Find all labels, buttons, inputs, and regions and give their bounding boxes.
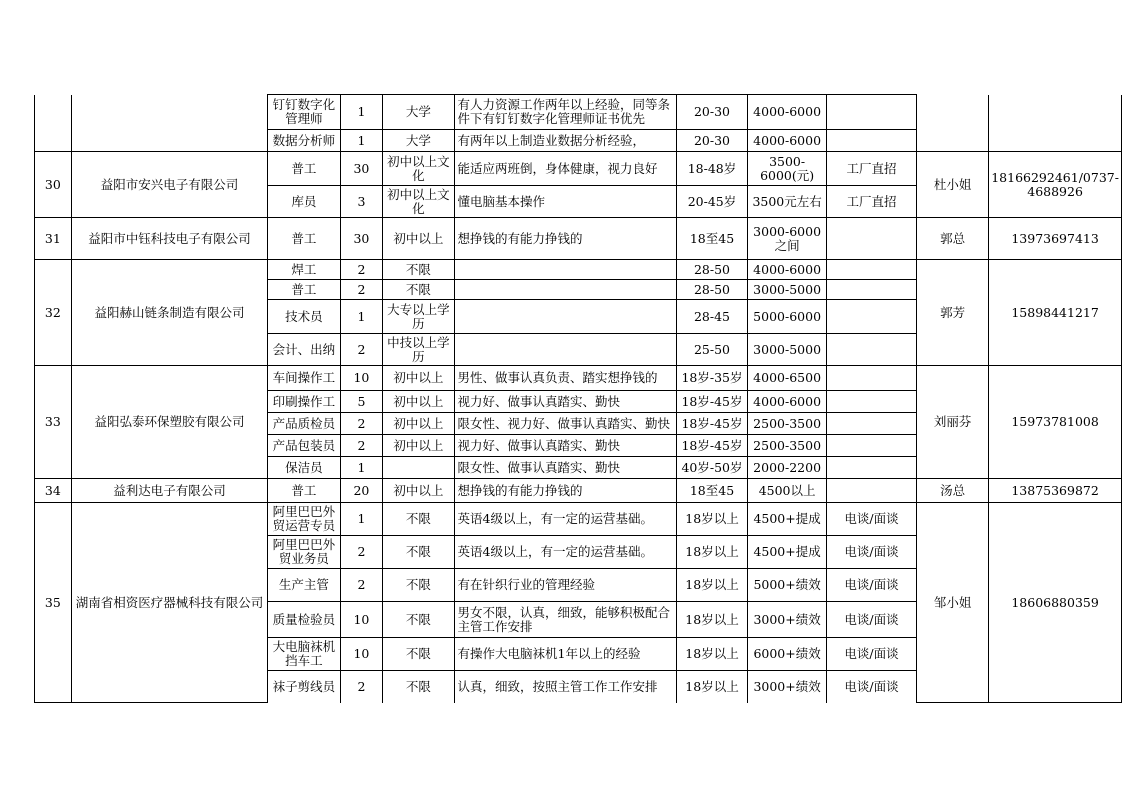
table-row (35, 218, 1122, 260)
education: 初中以上文化 (383, 152, 454, 186)
position: 数据分析师 (268, 130, 340, 152)
entry-number: 31 (35, 218, 72, 260)
headcount: 2 (340, 671, 383, 703)
position: 钉钉数字化管理师 (268, 95, 340, 130)
contact-person: 汤总 (916, 479, 988, 503)
position: 质量检验员 (268, 602, 340, 638)
age-range: 18岁以上 (676, 602, 748, 638)
position: 技术员 (268, 300, 340, 334)
note (826, 260, 916, 280)
education: 大学 (383, 130, 454, 152)
salary: 3000+绩效 (748, 671, 827, 703)
position: 印刷操作工 (268, 391, 340, 413)
education: 不限 (383, 671, 454, 703)
requirements: 有在针织行业的管理经验 (454, 569, 676, 602)
position: 阿里巴巴外贸运营专员 (268, 503, 340, 536)
requirements: 男性、做事认真负责、踏实想挣钱的 (454, 366, 676, 391)
requirements: 想挣钱的有能力挣钱的 (454, 479, 676, 503)
age-range: 18岁-35岁 (676, 366, 748, 391)
table-row (35, 152, 1122, 186)
age-range: 28-45 (676, 300, 748, 334)
age-range: 18岁-45岁 (676, 391, 748, 413)
salary: 3000-5000 (748, 280, 827, 300)
requirements: 视力好、做事认真踏实、勤快 (454, 435, 676, 457)
headcount: 2 (340, 435, 383, 457)
salary: 3000-5000 (748, 334, 827, 366)
education: 不限 (383, 569, 454, 602)
note: 工厂直招 (826, 152, 916, 186)
salary: 4000-6000 (748, 391, 827, 413)
headcount: 5 (340, 391, 383, 413)
salary: 3000-6000之间 (748, 218, 827, 260)
age-range: 40岁-50岁 (676, 457, 748, 479)
requirements: 视力好、做事认真踏实、勤快 (454, 391, 676, 413)
position: 大电脑袜机挡车工 (268, 638, 340, 671)
age-range: 18岁以上 (676, 503, 748, 536)
age-range: 20-45岁 (676, 186, 748, 218)
company-name: 湖南省相资医疗器械科技有限公司 (71, 503, 267, 703)
salary: 4000-6000 (748, 130, 827, 152)
note: 电谈/面谈 (826, 569, 916, 602)
position: 普工 (268, 280, 340, 300)
age-range: 28-50 (676, 260, 748, 280)
age-range: 18岁-45岁 (676, 435, 748, 457)
requirements: 想挣钱的有能力挣钱的 (454, 218, 676, 260)
education: 初中以上 (383, 435, 454, 457)
education: 初中以上文化 (383, 186, 454, 218)
salary: 4000-6000 (748, 95, 827, 130)
education: 初中以上 (383, 479, 454, 503)
education: 不限 (383, 503, 454, 536)
education: 不限 (383, 638, 454, 671)
headcount: 1 (340, 457, 383, 479)
requirements (454, 260, 676, 280)
position: 车间操作工 (268, 366, 340, 391)
note: 工厂直招 (826, 186, 916, 218)
note (826, 300, 916, 334)
salary: 6000+绩效 (748, 638, 827, 671)
requirements (454, 280, 676, 300)
headcount: 1 (340, 95, 383, 130)
headcount: 2 (340, 334, 383, 366)
contact-phone: 18606880359 (989, 503, 1122, 703)
age-range: 28-50 (676, 280, 748, 300)
entry-number: 32 (35, 260, 72, 366)
requirements: 限女性、做事认真踏实、勤快 (454, 457, 676, 479)
age-range: 18岁以上 (676, 671, 748, 703)
note (826, 218, 916, 260)
requirements: 认真，细致，按照主管工作工作安排 (454, 671, 676, 703)
entry-number: 33 (35, 366, 72, 479)
company-name: 益利达电子有限公司 (71, 479, 267, 503)
headcount: 30 (340, 218, 383, 260)
headcount: 1 (340, 503, 383, 536)
requirements (454, 300, 676, 334)
note: 电谈/面谈 (826, 602, 916, 638)
note (826, 391, 916, 413)
note (826, 457, 916, 479)
note (826, 130, 916, 152)
requirements (454, 334, 676, 366)
requirements: 懂电脑基本操作 (454, 186, 676, 218)
salary: 3500-6000(元) (748, 152, 827, 186)
headcount: 2 (340, 280, 383, 300)
education: 中技以上学历 (383, 334, 454, 366)
age-range: 18岁-45岁 (676, 413, 748, 435)
requirements: 能适应两班倒，身体健康，视力良好 (454, 152, 676, 186)
company-name (71, 95, 267, 152)
contact-person (916, 95, 988, 152)
contact-person: 杜小姐 (916, 152, 988, 218)
contact-phone (989, 95, 1122, 152)
table-row (35, 479, 1122, 503)
note: 电谈/面谈 (826, 536, 916, 569)
salary: 4500以上 (748, 479, 827, 503)
position: 保洁员 (268, 457, 340, 479)
company-name: 益阳市安兴电子有限公司 (71, 152, 267, 218)
age-range: 18至45 (676, 218, 748, 260)
position: 袜子剪线员 (268, 671, 340, 703)
company-name: 益阳弘泰环保塑胶有限公司 (71, 366, 267, 479)
contact-person: 郭芳 (916, 260, 988, 366)
contact-phone: 15898441217 (989, 260, 1122, 366)
requirements: 英语4级以上，有一定的运营基础。 (454, 536, 676, 569)
note (826, 413, 916, 435)
position: 会计、出纳 (268, 334, 340, 366)
note (826, 334, 916, 366)
note (826, 366, 916, 391)
salary: 4500+提成 (748, 536, 827, 569)
age-range: 18岁以上 (676, 536, 748, 569)
salary: 3500元左右 (748, 186, 827, 218)
education: 大学 (383, 95, 454, 130)
position: 产品包装员 (268, 435, 340, 457)
note (826, 95, 916, 130)
contact-phone: 15973781008 (989, 366, 1122, 479)
position: 产品质检员 (268, 413, 340, 435)
age-range: 18岁以上 (676, 569, 748, 602)
requirements: 男女不限，认真，细致，能够积极配合主管工作安排 (454, 602, 676, 638)
education: 不限 (383, 260, 454, 280)
age-range: 25-50 (676, 334, 748, 366)
salary: 4000-6500 (748, 366, 827, 391)
note (826, 280, 916, 300)
position: 普工 (268, 218, 340, 260)
position: 焊工 (268, 260, 340, 280)
contact-person: 刘丽芬 (916, 366, 988, 479)
note: 电谈/面谈 (826, 638, 916, 671)
education: 不限 (383, 536, 454, 569)
salary: 5000-6000 (748, 300, 827, 334)
table-row (35, 260, 1122, 280)
company-name: 益阳赫山链条制造有限公司 (71, 260, 267, 366)
position: 普工 (268, 152, 340, 186)
headcount: 3 (340, 186, 383, 218)
age-range: 20-30 (676, 130, 748, 152)
education: 不限 (383, 602, 454, 638)
note (826, 435, 916, 457)
headcount: 2 (340, 569, 383, 602)
position: 生产主管 (268, 569, 340, 602)
table-row (35, 95, 1122, 130)
requirements: 限女性、视力好、做事认真踏实、勤快 (454, 413, 676, 435)
education: 初中以上 (383, 366, 454, 391)
salary: 4500+提成 (748, 503, 827, 536)
education: 初中以上 (383, 218, 454, 260)
education: 大专以上学历 (383, 300, 454, 334)
salary: 2500-3500 (748, 413, 827, 435)
company-name: 益阳市中钰科技电子有限公司 (71, 218, 267, 260)
position: 库员 (268, 186, 340, 218)
contact-phone: 13973697413 (989, 218, 1122, 260)
education: 初中以上 (383, 391, 454, 413)
contact-phone: 13875369872 (989, 479, 1122, 503)
headcount: 10 (340, 366, 383, 391)
headcount: 30 (340, 152, 383, 186)
salary: 3000+绩效 (748, 602, 827, 638)
headcount: 10 (340, 602, 383, 638)
headcount: 10 (340, 638, 383, 671)
salary: 4000-6000 (748, 260, 827, 280)
note: 电谈/面谈 (826, 671, 916, 703)
contact-phone: 18166292461/0737-4688926 (989, 152, 1122, 218)
requirements: 有两年以上制造业数据分析经验， (454, 130, 676, 152)
headcount: 2 (340, 413, 383, 435)
headcount: 2 (340, 260, 383, 280)
salary: 5000+绩效 (748, 569, 827, 602)
age-range: 18-48岁 (676, 152, 748, 186)
table-row (35, 503, 1122, 536)
requirements: 有人力资源工作两年以上经验，同等条件下有钉钉数字化管理师证书优先 (454, 95, 676, 130)
age-range: 18至45 (676, 479, 748, 503)
position: 普工 (268, 479, 340, 503)
headcount: 2 (340, 536, 383, 569)
headcount: 1 (340, 130, 383, 152)
entry-number: 30 (35, 152, 72, 218)
entry-number: 35 (35, 503, 72, 703)
education (383, 457, 454, 479)
note (826, 479, 916, 503)
education: 不限 (383, 280, 454, 300)
contact-person: 邹小姐 (916, 503, 988, 703)
table-row (35, 366, 1122, 391)
salary: 2500-3500 (748, 435, 827, 457)
note: 电谈/面谈 (826, 503, 916, 536)
headcount: 1 (340, 300, 383, 334)
job-listing-table (34, 94, 1122, 703)
position: 阿里巴巴外贸业务员 (268, 536, 340, 569)
education: 初中以上 (383, 413, 454, 435)
entry-number (35, 95, 72, 152)
entry-number: 34 (35, 479, 72, 503)
salary: 2000-2200 (748, 457, 827, 479)
age-range: 18岁以上 (676, 638, 748, 671)
age-range: 20-30 (676, 95, 748, 130)
contact-person: 郭总 (916, 218, 988, 260)
headcount: 20 (340, 479, 383, 503)
requirements: 有操作大电脑袜机1年以上的经验 (454, 638, 676, 671)
requirements: 英语4级以上，有一定的运营基础。 (454, 503, 676, 536)
